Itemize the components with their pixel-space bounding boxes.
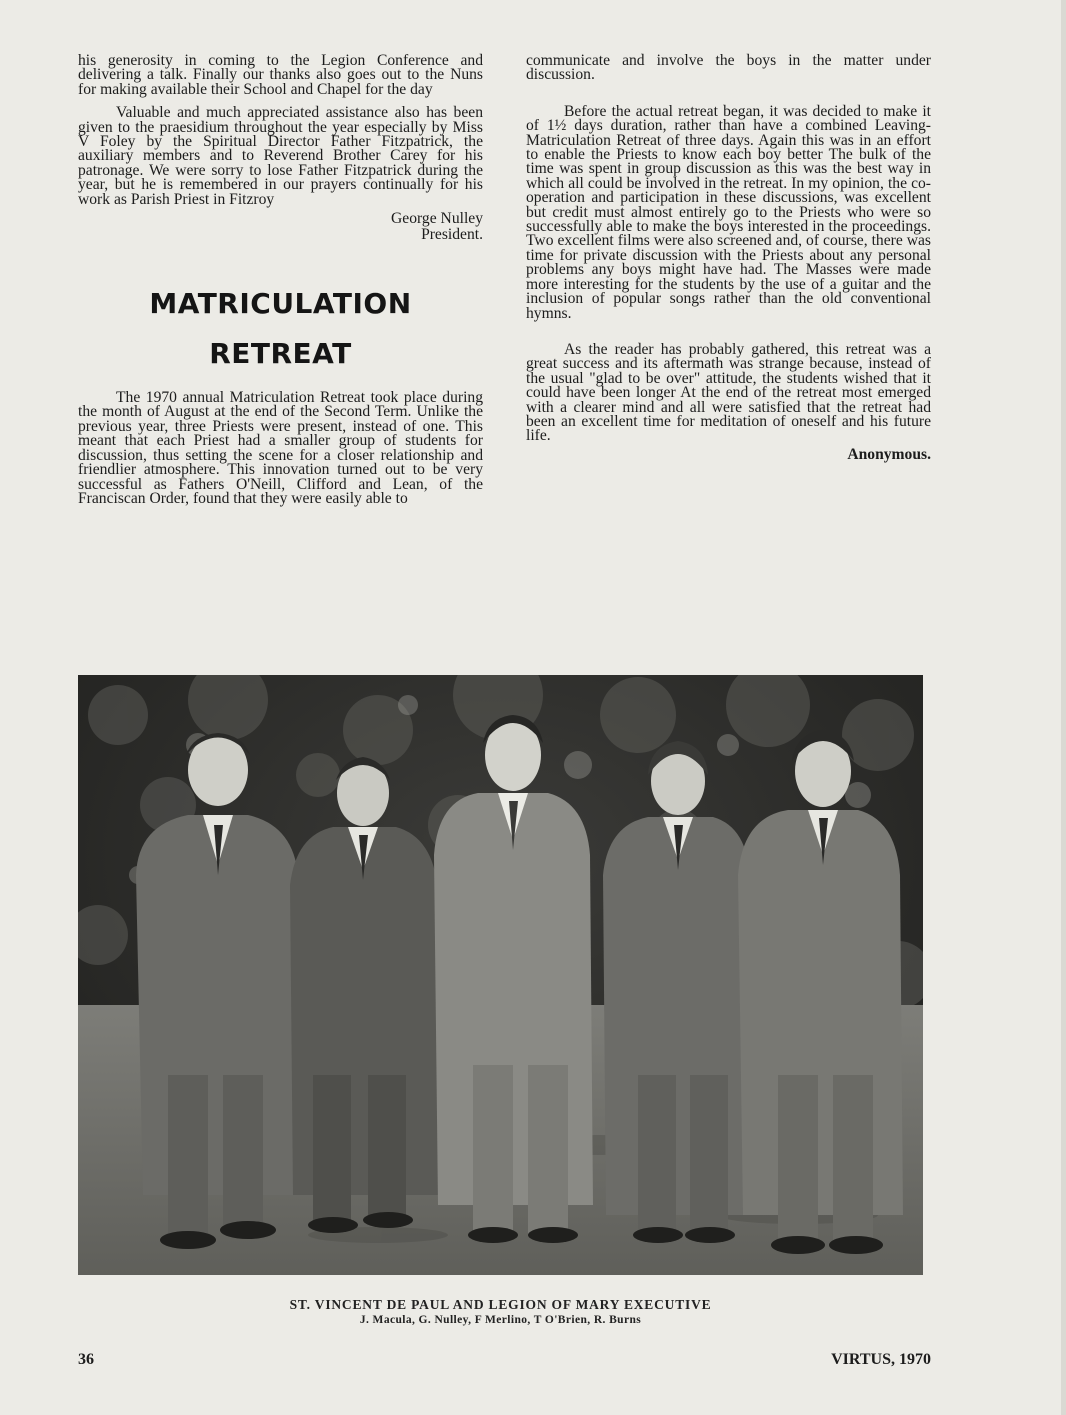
paragraph: Valuable and much appreciated assistance also has been given to the praesidium throughout the year especially by Miss V Foley by the Spiritual Director Father Fitzpatrick, the auxiliary members and to Reverend Brother Carey for his patronage. We were sorry to lose Father Fitzpatrick during the year, but he is remembered in our prayers continually for his work as Parish Priest in Fitzroy <box>78 104 483 208</box>
paragraph: As the reader has probably gathered, this retreat was a great success and its aftermath was strange because, instead of the usual "glad to be over" attitude, the students wished that it could have been longer At the end of the retreat most emerged with a clearer mind and all were satisfied that the retreat had been an excellent time for meditation of oneself and his future life. <box>526 340 931 445</box>
paragraph: his generosity in coming to the Legion Conference and delivering a talk. Finally our thanks also goes out to the Nuns for making available their School and Chapel for the day <box>78 52 483 98</box>
caption-names: J. Macula, G. Nulley, F Merlino, T O'Brien, R. Burns <box>359 1314 642 1326</box>
paragraph: Before the actual retreat began, it was decided to make it of 1½ days duration, rather than have a combined Leaving-Matriculation Retreat of three days. Again this was in an effort to enable the Priests to know each boy better The bulk of the time was spent in group discussion as this was the best way in which all could be involved in the retreat. In my opinion, the co-operation and participation in these discussions, was excellent but credit must almost entirely go to the Priests who were so successfully able to make the boys interested in the proceedings. Two excellent films were also screened and, of course, there was time for private discussion with the Priests about any personal problems any boys might have had. The Masses were made more interesting for the students by the use of a guitar and the inclusion of popular songs rather than the old conventional hymns. <box>526 102 931 322</box>
signature-name: George Nulley <box>391 210 483 228</box>
signature-title: President. <box>421 226 483 244</box>
left-column <box>78 54 483 506</box>
right-column <box>526 54 931 463</box>
page-number: 36 <box>78 1351 94 1368</box>
signature <box>78 211 483 243</box>
caption-title: ST. VINCENT DE PAUL AND LEGION OF MARY EXECUTIVE <box>289 1297 712 1312</box>
photo-caption <box>78 1297 923 1326</box>
page-edge <box>1061 0 1066 1415</box>
article-heading-line1: MATRICULATION <box>149 287 412 321</box>
group-photo <box>78 675 923 1275</box>
author-signature: Anonymous. <box>847 445 931 463</box>
publication-name: VIRTUS, 1970 <box>831 1351 931 1368</box>
paragraph: The 1970 annual Matriculation Retreat took place during the month of August at the end of the Second Term. Unlike the previous year, three Priests were present, instead of one. This meant that each Priest had a smaller group of students for discussion, thus setting the scene for a closer relationship and friendlier atmosphere. This innovation turned out to be very successful as Fathers O'Neill, Clifford and Lean, of the Franciscan Order, found that they were easily able to <box>78 389 483 507</box>
article-heading-line2: RETREAT <box>209 337 352 371</box>
paragraph: communicate and involve the boys in the matter under discussion. <box>526 52 931 84</box>
